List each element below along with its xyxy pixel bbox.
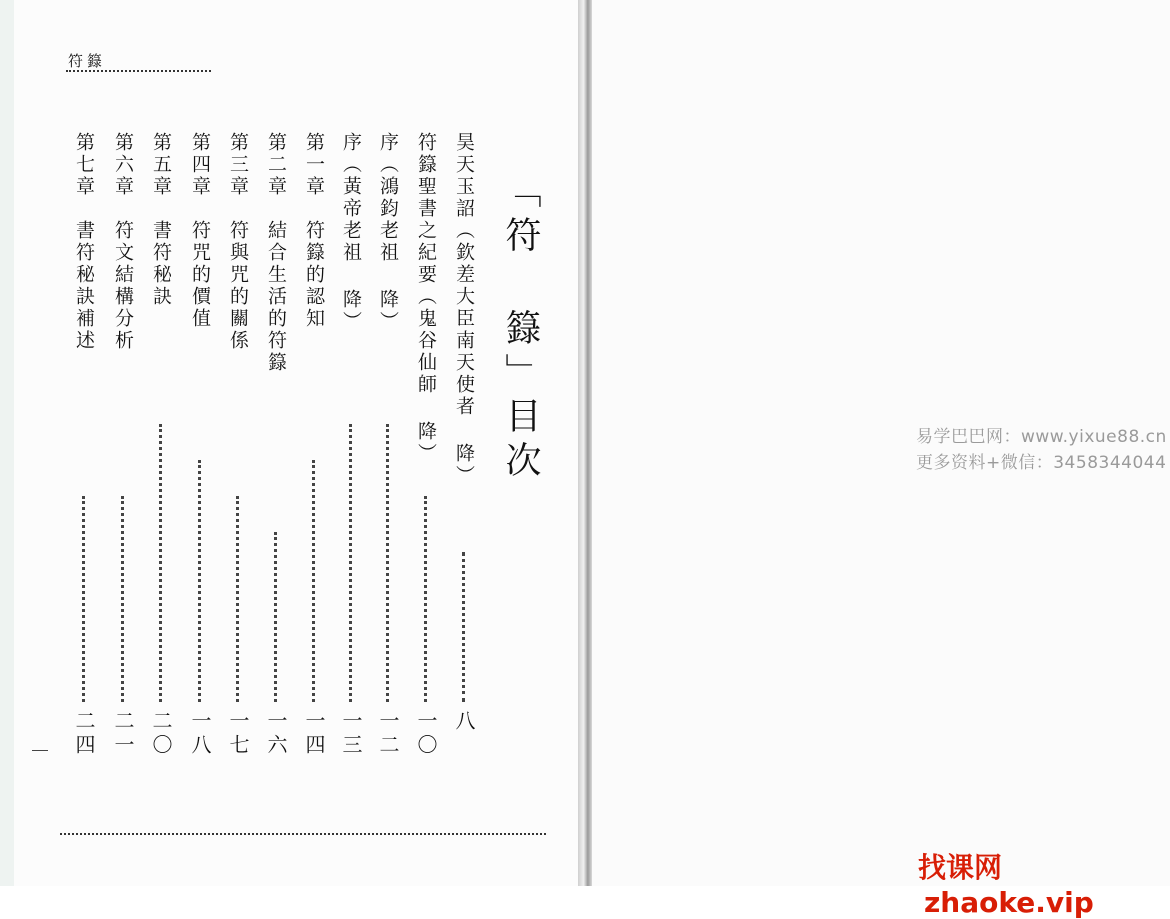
toc-title: 「符 籙」目次 [500, 172, 541, 485]
toc-leader-dots [424, 496, 431, 702]
toc-entry [66, 132, 102, 772]
toc-page-number: 二〇 [149, 710, 173, 758]
toc-entry-title: 第七章 書符秘訣補述 [73, 132, 95, 352]
toc-page-number: 二四 [72, 710, 96, 758]
toc-leader-dots [349, 424, 356, 702]
toc-page-number: 八 [452, 710, 476, 734]
margin-tick [32, 750, 48, 751]
toc-entry [333, 132, 369, 772]
toc-entry-title: 序（鴻鈞老祖 降） [377, 132, 399, 333]
toc-entry-title: 符籙聖書之紀要（鬼谷仙師 降） [415, 132, 437, 465]
toc-entry [446, 132, 482, 772]
running-head: 符籙 [68, 52, 107, 70]
watermark-line-2: 更多资料+微信：3458344044 [916, 453, 1167, 473]
toc-page-number: 一二 [376, 710, 400, 758]
toc-leader-dots [121, 496, 128, 702]
page-edge [0, 0, 14, 886]
header-dotted-rule [66, 70, 211, 72]
footer-dotted-rule [60, 833, 546, 835]
toc-entry-title: 昊天玉詔（欽差大臣南天使者 降） [453, 132, 475, 487]
book-gutter [578, 0, 592, 886]
toc-leader-dots [159, 424, 166, 702]
toc-page-number: 一三 [339, 710, 363, 758]
toc-entry-title: 第五章 書符秘訣 [150, 132, 172, 308]
toc-page-number: 一七 [226, 710, 250, 758]
watermark-brand [918, 846, 1170, 919]
toc-page-number: 一六 [264, 710, 288, 758]
toc-entry [220, 132, 256, 772]
watermark-brand-en: zhaoke.vip [924, 886, 1094, 919]
toc-page-number: 一四 [302, 710, 326, 758]
toc-leader-dots [82, 496, 89, 702]
toc-entry [258, 132, 294, 772]
watermark-brand-cn: 找课网 [918, 851, 1003, 884]
toc-entry-title: 第三章 符與咒的關係 [227, 132, 249, 352]
toc-entry-title: 第二章 結合生活的符籙 [265, 132, 287, 374]
toc-leader-dots [198, 460, 205, 702]
toc-entry-title: 第一章 符籙的認知 [303, 132, 325, 330]
toc-page-number: 二一 [111, 710, 135, 758]
toc-entry-title: 第四章 符咒的價值 [189, 132, 211, 330]
toc-entry [182, 132, 218, 772]
toc-leader-dots [236, 496, 243, 702]
toc-entry-title: 序（黃帝老祖 降） [340, 132, 362, 333]
toc-entry [408, 132, 444, 772]
watermark-line-1: 易学巴巴网：www.yixue88.cn [916, 427, 1167, 447]
toc-entry [105, 132, 141, 772]
toc-page-number: 一〇 [414, 710, 438, 758]
toc-leader-dots [274, 532, 281, 702]
toc-entry [143, 132, 179, 772]
toc-entry [370, 132, 406, 772]
toc-page-number: 一八 [188, 710, 212, 758]
toc-leader-dots [312, 460, 319, 702]
toc-entry [296, 132, 332, 772]
toc-leader-dots [386, 424, 393, 702]
toc-entry-title: 第六章 符文結構分析 [112, 132, 134, 352]
toc-leader-dots [462, 552, 469, 702]
